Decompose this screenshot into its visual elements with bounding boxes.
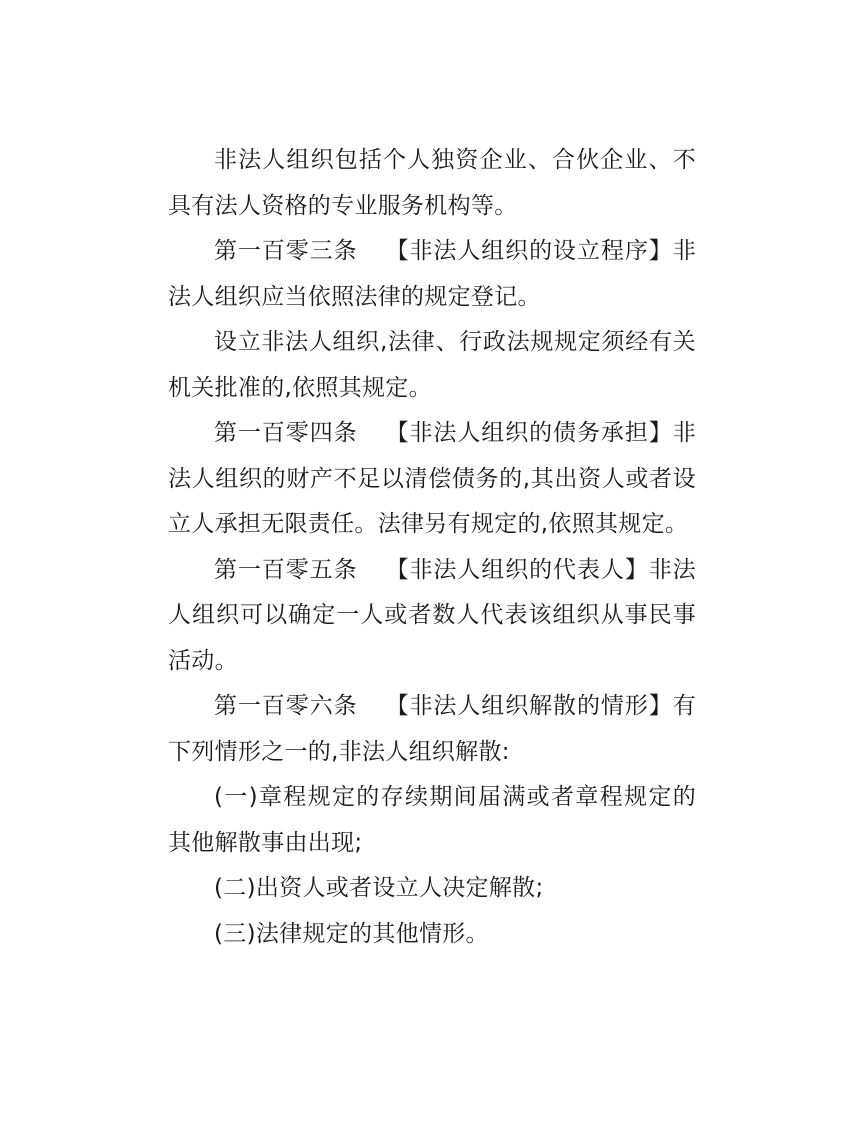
paragraph-approval <box>168 320 696 411</box>
list-item-3 <box>168 912 696 958</box>
paragraph-text: 设立非法人组织,法律、行政法规规定须经有关机关批准的,依照其规定。 <box>168 329 696 401</box>
article-title: 【非法人组织的设立程序】 <box>385 238 673 264</box>
article-number: 第一百零三条 <box>214 238 358 264</box>
article-text: 有下列情形之一的,非法人组织解散: <box>168 693 696 765</box>
article-text: 非法人组织可以确定一人或者数人代表该组织从事民事活动。 <box>168 556 696 674</box>
list-item-1 <box>168 775 696 866</box>
article-text: 非法人组织的财产不足以清偿债务的,其出资人或者设立人承担无限责任。法律另有规定的,依照其规定。 <box>168 420 696 537</box>
article-104 <box>168 411 696 548</box>
paragraph-text: 非法人组织包括个人独资企业、合伙企业、不具有法人资格的专业服务机构等。 <box>168 147 696 219</box>
article-number: 第一百零五条 <box>214 556 358 583</box>
article-103 <box>168 229 696 320</box>
article-number: 第一百零六条 <box>214 693 358 719</box>
article-106 <box>168 684 696 775</box>
article-title: 【非法人组织的代表人】 <box>385 556 649 583</box>
article-title: 【非法人组织的债务承担】 <box>385 420 673 446</box>
paragraph-scope <box>168 138 696 229</box>
list-item-text: (二)出资人或者设立人决定解散; <box>214 875 544 901</box>
article-105 <box>168 548 696 685</box>
article-number: 第一百零四条 <box>214 420 358 446</box>
document-body <box>168 138 696 957</box>
article-text: 非法人组织应当依照法律的规定登记。 <box>168 238 696 310</box>
list-item-2 <box>168 866 696 912</box>
list-item-text: (三)法律规定的其他情形。 <box>214 920 489 947</box>
article-title: 【非法人组织解散的情形】 <box>385 693 673 719</box>
list-item-text: (一)章程规定的存续期间届满或者章程规定的其他解散事由出现; <box>168 784 696 856</box>
